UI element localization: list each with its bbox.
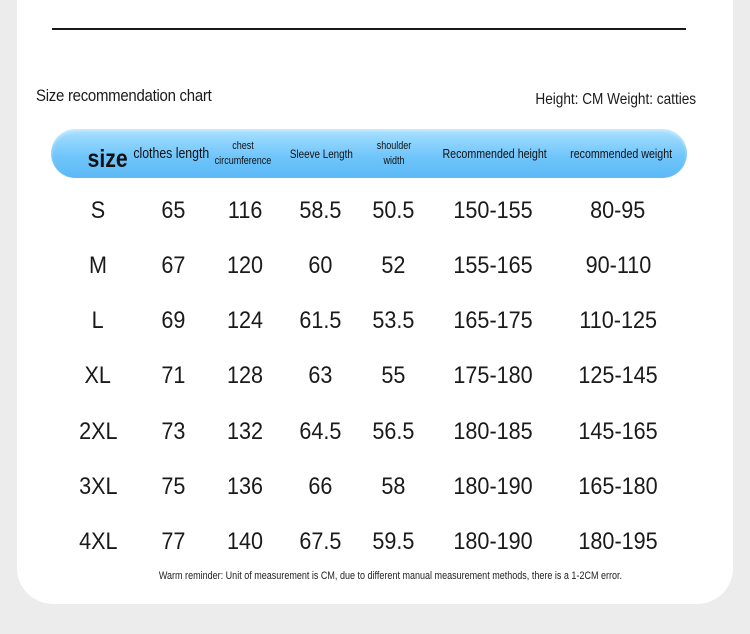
cell-height: 175-180 <box>453 362 533 390</box>
size-table-body <box>0 183 750 570</box>
header-clothes-length: clothes length <box>133 145 209 162</box>
header-recommended-weight: recommended weight <box>570 146 672 161</box>
cell-shoulder: 53.5 <box>371 307 415 335</box>
cell-weight: 165-180 <box>578 472 658 500</box>
table-header <box>51 129 687 178</box>
cell-clothes-length: 69 <box>160 307 186 335</box>
table-row <box>0 404 750 459</box>
top-divider <box>52 28 686 30</box>
cell-height: 180-185 <box>453 417 533 445</box>
table-row <box>0 459 750 514</box>
cell-sleeve: 60 <box>307 251 333 279</box>
cell-size: L <box>91 307 105 335</box>
cell-weight: 80-95 <box>590 196 646 224</box>
cell-weight: 180-195 <box>578 528 658 556</box>
cell-chest: 116 <box>227 196 263 224</box>
cell-shoulder: 58 <box>380 472 406 500</box>
table-row <box>0 349 750 404</box>
cell-shoulder: 50.5 <box>371 196 415 224</box>
cell-size: M <box>89 251 107 279</box>
table-row <box>0 183 750 238</box>
warm-reminder-footnote: Warm reminder: Unit of measurement is CM, due to different manual measurement methods, there is a 1-2CM error. <box>158 570 622 582</box>
cell-size: XL <box>84 362 112 390</box>
cell-chest: 136 <box>226 472 264 500</box>
cell-height: 180-190 <box>453 528 533 556</box>
cell-chest: 140 <box>226 528 264 556</box>
cell-shoulder: 59.5 <box>371 528 415 556</box>
cell-height: 180-190 <box>453 472 533 500</box>
cell-size: S <box>90 196 106 224</box>
cell-height: 150-155 <box>453 196 533 224</box>
cell-sleeve: 66 <box>307 472 333 500</box>
cell-shoulder: 56.5 <box>371 417 415 445</box>
table-row <box>0 238 750 293</box>
cell-height: 155-165 <box>453 251 533 279</box>
table-row <box>0 294 750 349</box>
cell-chest: 124 <box>226 307 264 335</box>
cell-size: 3XL <box>78 472 118 500</box>
cell-weight: 110-125 <box>579 307 657 335</box>
cell-sleeve: 67.5 <box>298 528 342 556</box>
cell-weight: 125-145 <box>578 362 658 390</box>
cell-shoulder: 52 <box>380 251 406 279</box>
header-chest-circumference: chest circumference <box>214 139 272 167</box>
cell-weight: 145-165 <box>578 417 658 445</box>
table-row <box>0 515 750 570</box>
header-sleeve-length: Sleeve Length <box>289 146 353 161</box>
header-size: size <box>87 145 129 173</box>
cell-sleeve: 64.5 <box>298 417 342 445</box>
cell-clothes-length: 73 <box>160 417 186 445</box>
cell-size: 4XL <box>78 528 118 556</box>
cell-clothes-length: 67 <box>160 251 186 279</box>
header-recommended-height: Recommended height <box>442 146 548 161</box>
units-note: Height: CM Weight: catties <box>535 91 696 108</box>
cell-chest: 120 <box>226 251 264 279</box>
cell-chest: 132 <box>226 417 264 445</box>
cell-clothes-length: 77 <box>160 528 186 556</box>
cell-height: 165-175 <box>453 307 533 335</box>
cell-chest: 128 <box>226 362 264 390</box>
cell-shoulder: 55 <box>380 362 406 390</box>
cell-clothes-length: 65 <box>160 196 186 224</box>
cell-clothes-length: 75 <box>160 472 186 500</box>
cell-sleeve: 58.5 <box>298 196 342 224</box>
chart-title: Size recommendation chart <box>36 86 212 105</box>
cell-sleeve: 63 <box>307 362 333 390</box>
cell-weight: 90-110 <box>585 251 651 279</box>
cell-sleeve: 61.5 <box>298 307 342 335</box>
cell-clothes-length: 71 <box>160 362 186 390</box>
header-shoulder-width: shoulder width <box>376 139 412 167</box>
cell-size: 2XL <box>78 417 118 445</box>
